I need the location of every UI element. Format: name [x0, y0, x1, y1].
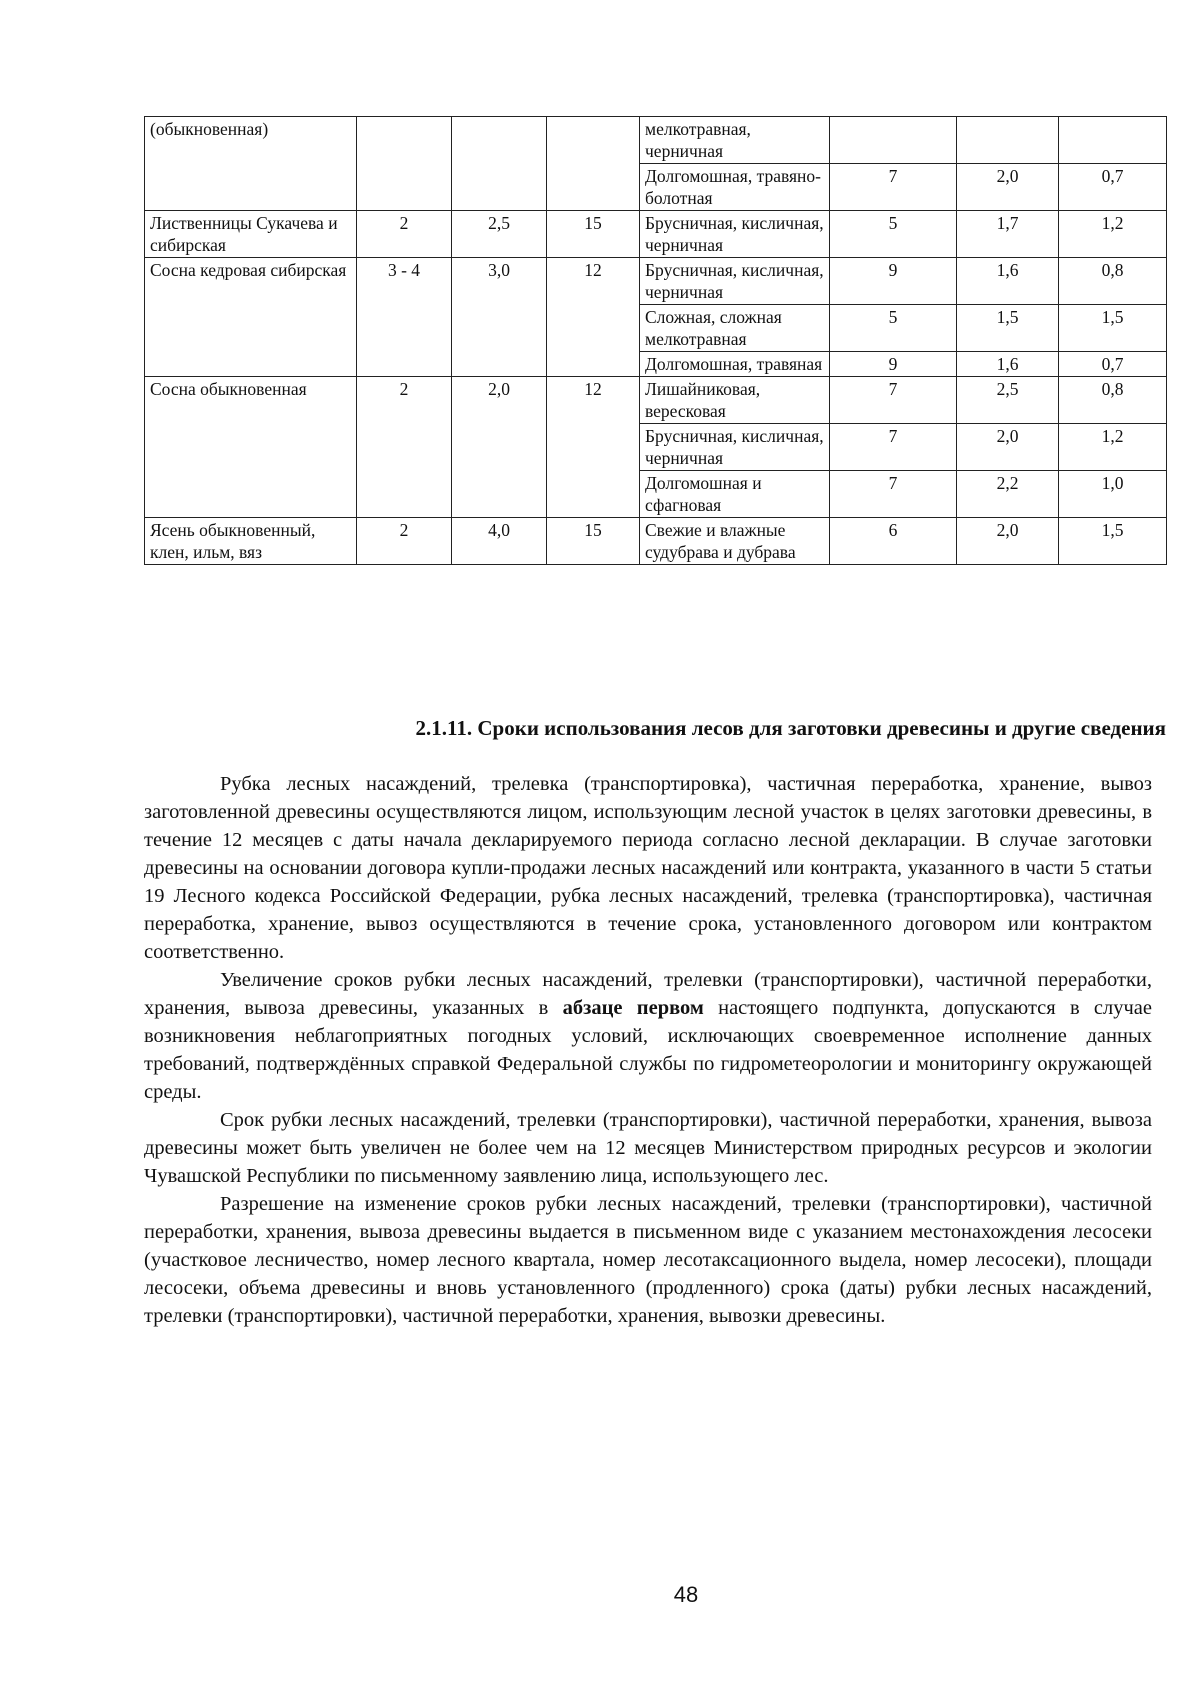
forest-type-cell: Брусничная, кисличная, черничная	[640, 258, 830, 305]
table-row	[145, 377, 1167, 424]
table-cell: 2,2	[957, 471, 1059, 518]
table-cell: 3,0	[452, 258, 547, 377]
table-cell: 1,5	[1059, 518, 1167, 565]
table-cell: 1,5	[1059, 305, 1167, 352]
table-cell: 3 - 4	[357, 258, 452, 377]
table-cell	[1059, 117, 1167, 164]
forest-type-cell: Долгомошная и сфагновая	[640, 471, 830, 518]
forest-type-cell: Сложная, сложная мелкотравная	[640, 305, 830, 352]
table-cell: 1,6	[957, 258, 1059, 305]
table-cell: 15	[547, 211, 640, 258]
table-row	[145, 117, 1167, 164]
table-row	[145, 258, 1167, 305]
paragraph-text: Увеличение сроков рубки лесных насаждений, трелевки (транспортировки), частичной переработки, хранения, вывоза древесины, указанных в	[144, 969, 1152, 1019]
table-cell: 0,8	[1059, 377, 1167, 424]
table-cell: 2,0	[957, 164, 1059, 211]
table-cell: 5	[830, 211, 957, 258]
table-cell: 12	[547, 377, 640, 518]
forest-type-cell: Брусничная, кисличная, черничная	[640, 211, 830, 258]
table-row	[145, 211, 1167, 258]
bold-reference: абзаце первом	[562, 997, 704, 1019]
species-cell: Ясень обыкновенный, клен, ильм, вяз	[145, 518, 357, 565]
paragraph	[144, 966, 1152, 1106]
table-cell: 2	[357, 518, 452, 565]
forest-type-cell: мелкотравная, черничная	[640, 117, 830, 164]
table-cell: 15	[547, 518, 640, 565]
table-cell: 6	[830, 518, 957, 565]
table-cell: 1,5	[957, 305, 1059, 352]
table-cell: 2	[357, 377, 452, 518]
table-cell: 9	[830, 258, 957, 305]
section-body	[144, 770, 1152, 1330]
table-cell: 7	[830, 471, 957, 518]
table-cell: 0,8	[1059, 258, 1167, 305]
table-cell: 2	[357, 211, 452, 258]
table-cell: 1,6	[957, 352, 1059, 377]
paragraph: Срок рубки лесных насаждений, трелевки (транспортировки), частичной переработки, хранения, вывоза древесины может быть увеличен не более чем на 12 месяцев Министерством природных ресурсов и экологии Чувашской Республики по письменному заявлению лица, использующего лес.	[144, 1109, 1152, 1187]
table-cell	[357, 117, 452, 211]
table-cell	[957, 117, 1059, 164]
forest-regeneration-table	[144, 116, 1167, 565]
table-cell: 7	[830, 164, 957, 211]
section-heading: 2.1.11. Сроки использования лесов для заготовки древесины и другие сведения	[415, 716, 1166, 740]
forest-type-cell: Свежие и влажные судубрава и дубрава	[640, 518, 830, 565]
page-number: 48	[673, 1582, 699, 1607]
species-cell: Сосна обыкновенная	[145, 377, 357, 518]
paragraph: Рубка лесных насаждений, трелевка (транспортировка), частичная переработка, хранение, вывоз заготовленной древесины осуществляются лицом, использующим лесной участок в целях заготовки древесины, в течение 12 месяцев с даты начала декларируемого периода согласно лесной декларации. В случае заготовки древесины на основании договора купли-продажи лесных насаждений или контракта, указанного в части 5 статьи 19 Лесного кодекса Российской Федерации, рубка лесных насаждений, трелевка (транспортировка), частичная переработка, хранение, вывоз осуществляются в течение срока, установленного договором или контрактом соответственно.	[144, 773, 1152, 963]
forest-type-cell: Брусничная, кисличная, черничная	[640, 424, 830, 471]
species-cell: Лиственницы Сукачева и сибирская	[145, 211, 357, 258]
table-cell: 1,2	[1059, 424, 1167, 471]
table-cell: 2,0	[957, 424, 1059, 471]
table-cell: 9	[830, 352, 957, 377]
table-cell: 1,0	[1059, 471, 1167, 518]
table-row	[145, 518, 1167, 565]
table-cell	[830, 117, 957, 164]
table-cell: 0,7	[1059, 352, 1167, 377]
species-cell: Сосна кедровая сибирская	[145, 258, 357, 377]
table-cell: 4,0	[452, 518, 547, 565]
table-cell: 5	[830, 305, 957, 352]
paragraph-text: настоящего подпункта, допускаются в случае возникновения неблагоприятных погодных условий, исключающих своевременное исполнение данных требований, подтверждённых справкой Федеральной службы по гидрометеорологии и мониторингу окружающей среды.	[144, 997, 1152, 1103]
forest-type-cell: Долгомошная, травяно-болотная	[640, 164, 830, 211]
table-cell: 2,0	[957, 518, 1059, 565]
forest-type-cell: Долгомошная, травяная	[640, 352, 830, 377]
table-cell	[547, 117, 640, 211]
paragraph: Разрешение на изменение сроков рубки лесных насаждений, трелевки (транспортировки), частичной переработки, хранения, вывоза древесины выдается в письменном виде с указанием местонахождения лесосеки (участковое лесничество, номер лесного квартала, номер лесотаксационного выдела, номер лесосеки), площади лесосеки, объема древесины и вновь установленного (продленного) срока (даты) рубки лесных насаждений, трелевки (транспортировки), частичной переработки, хранения, вывозки древесины.	[144, 1193, 1152, 1327]
table-cell: 7	[830, 377, 957, 424]
table-cell: 1,7	[957, 211, 1059, 258]
table-cell: 7	[830, 424, 957, 471]
table-cell: 0,7	[1059, 164, 1167, 211]
forest-type-cell: Лишайниковая, вересковая	[640, 377, 830, 424]
species-cell: (обыкновенная)	[145, 117, 357, 211]
table-cell: 2,5	[957, 377, 1059, 424]
table-cell: 2,5	[452, 211, 547, 258]
table-cell: 2,0	[452, 377, 547, 518]
table-cell: 1,2	[1059, 211, 1167, 258]
table-cell	[452, 117, 547, 211]
table-cell: 12	[547, 258, 640, 377]
